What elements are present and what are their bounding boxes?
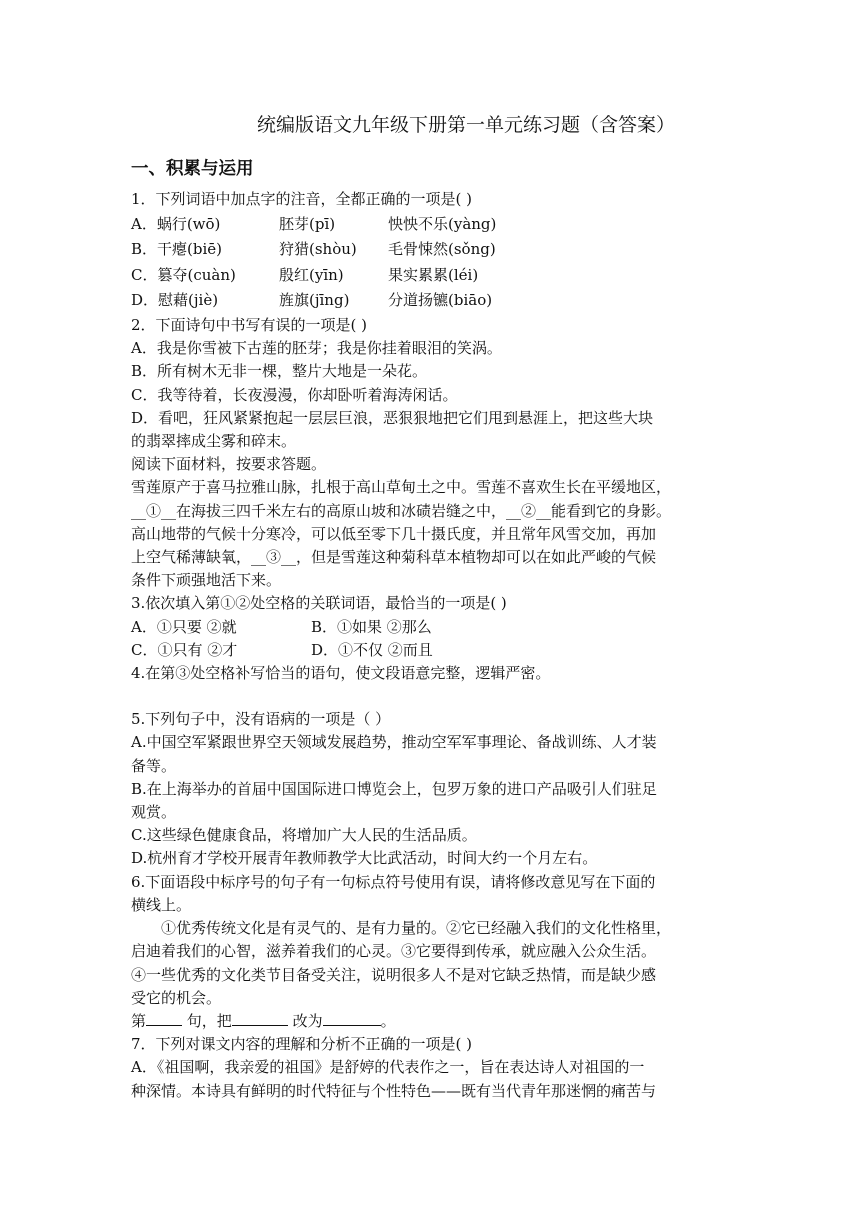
question-6-passage-line1: ①优秀传统文化是有灵气的、是有力量的。②它已经融入我们的文化性格里， (161, 919, 672, 938)
question-5-stem: 5.下列句子中，没有语病的一项是（ ） (131, 710, 391, 729)
reading-passage-line2: __①__在海拔三四千米左右的高原山坡和冰碛岩缝之中，__②__能看到它的身影。 (131, 501, 672, 520)
reading-passage-line3: 高山地带的气候十分寒冷，可以低至零下几十摄氏度，并且常年风雪交加，再加 (131, 524, 657, 543)
reading-passage-line5: 条件下顽强地活下来。 (131, 571, 282, 590)
question-2-option-c: C．我等待着，长夜漫漫，你却卧听着海涛闲话。 (131, 385, 458, 404)
question-1-options (131, 213, 743, 312)
option-word-1: D．慰藉(jiè) (131, 290, 219, 309)
question-6-stem-line2: 横线上。 (131, 895, 192, 914)
reading-passage-line4: 上空气稀薄缺氧，__③__，但是雪莲这种菊科草本植物却可以在如此严峻的气候 (131, 548, 657, 567)
option-word-3: 怏怏不乐(yàng) (373, 215, 497, 234)
question-6-passage-line3: ④一些优秀的文化类节目备受关注，说明很多人不是对它缺乏热情，而是缺少感 (131, 965, 657, 984)
question-1-option (131, 238, 743, 261)
section-heading: 一、积累与运用 (131, 159, 254, 179)
question-7-option-a-line1: A．《祖国啊，我亲爱的祖国》是舒婷的代表作之一，旨在表达诗人对祖国的一 (131, 1058, 645, 1077)
question-7-stem: 7．下列对课文内容的理解和分析不正确的一项是( ) (131, 1035, 473, 1054)
answer-space (131, 685, 743, 708)
option-word-1: B．干瘪(biē) (131, 240, 223, 259)
question-5-option-d: D.杭州育才学校开展青年教师教学大比武活动，时间大约一个月左右。 (131, 849, 598, 868)
question-2-stem: 2．下面诗句中书写有误的一项是( ) (131, 316, 368, 335)
question-2-option-d-line1: D．看吧，狂风紧紧抱起一层层巨浪，恶狠狠地把它们甩到悬涯上，把这些大块 (131, 408, 654, 427)
question-7-option-a-line2: 种深情。本诗具有鲜明的时代特征与个性特色——既有当代青年那迷惘的痛苦与 (131, 1081, 657, 1100)
option-word-1: A．蜗行(wō) (131, 215, 221, 234)
question-5-option-a-line1: A.中国空军紧跟世界空天领域发展趋势，推动空军军事理论、备战训练、人才装 (131, 733, 657, 752)
reading-intro: 阅读下面材料，按要求答题。 (131, 455, 327, 474)
option-word-2: 旌旗(jīng) (279, 290, 350, 309)
question-3-option-b: B．①如果 ②那么 (311, 617, 432, 636)
fill-prefix: 第 (131, 1011, 147, 1030)
original-punctuation-blank[interactable] (232, 1011, 288, 1026)
question-2-option-d-line2: 的翡翠摔成尘雾和碎末。 (131, 432, 297, 451)
question-5-option-b-line1: B.在上海举办的首届中国国际进口博览会上，包罗万象的进口产品吸引人们驻足 (131, 779, 657, 798)
question-3-option-c: C．①只有 ②才 (131, 640, 238, 659)
question-6-passage-line4: 受它的机会。 (131, 988, 222, 1007)
corrected-punctuation-blank[interactable] (323, 1011, 381, 1026)
option-word-2: 胚芽(pī) (279, 215, 336, 234)
question-3-options-ab (131, 616, 743, 639)
fill-change-to: 改为 (292, 1011, 323, 1030)
option-word-2: 狩猎(shòu) (279, 240, 357, 259)
question-5-option-a-line2: 备等。 (131, 756, 177, 775)
question-3-options-cd (131, 639, 743, 662)
fill-end: 。 (380, 1011, 396, 1030)
reading-passage-line1: 雪莲原产于喜马拉雅山脉，扎根于高山草甸土之中。雪莲不喜欢生长在平缓地区， (131, 478, 672, 497)
option-word-1: C．篡夺(cuàn) (131, 265, 236, 284)
question-6-passage-line2: 启迪着我们的心智，滋养着我们的心灵。③它要得到传承，就应融入公众生活。 (131, 942, 657, 961)
fill-middle: 句，把 (186, 1011, 232, 1030)
question-1-option (131, 289, 743, 312)
question-2-option-b: B．所有树木无非一棵，整片大地是一朵花。 (131, 362, 428, 381)
question-6-stem-line1: 6.下面语段中标序号的句子有一句标点符号使用有误，请将修改意见写在下面的 (131, 872, 656, 891)
option-word-3: 分道扬镳(biāo) (373, 290, 493, 309)
question-3-option-a: A．①只要 ②就 (131, 617, 237, 636)
question-5-option-b-line2: 观赏。 (131, 803, 177, 822)
question-1-stem: 1．下列词语中加点字的注音，全都正确的一项是( ) (131, 190, 473, 208)
option-word-2: 殷红(yīn) (279, 265, 344, 284)
document-title: 统编版语文九年级下册第一单元练习题（含答案） (256, 114, 675, 136)
question-3-option-d: D．①不仅 ②而且 (311, 640, 433, 659)
sentence-number-blank[interactable] (146, 1011, 182, 1026)
question-1-option (131, 213, 743, 236)
question-1-option (131, 264, 743, 287)
question-5-option-c: C.这些绿色健康食品，将增加广大人民的生活品质。 (131, 826, 477, 845)
question-6-fill-line (131, 1010, 743, 1033)
question-4-stem: 4.在第③处空格补写恰当的语句，使文段语意完整，逻辑严密。 (131, 664, 551, 683)
option-word-3: 毛骨悚然(sǒng) (373, 240, 496, 259)
question-3-stem: 3.依次填入第①②处空格的关联词语，最恰当的一项是( ) (131, 594, 507, 613)
option-word-3: 果实累累(léi) (373, 265, 479, 284)
document-body (131, 110, 743, 1103)
question-2-option-a: A．我是你雪被下古莲的胚芽；我是你挂着眼泪的笑涡。 (131, 339, 502, 358)
